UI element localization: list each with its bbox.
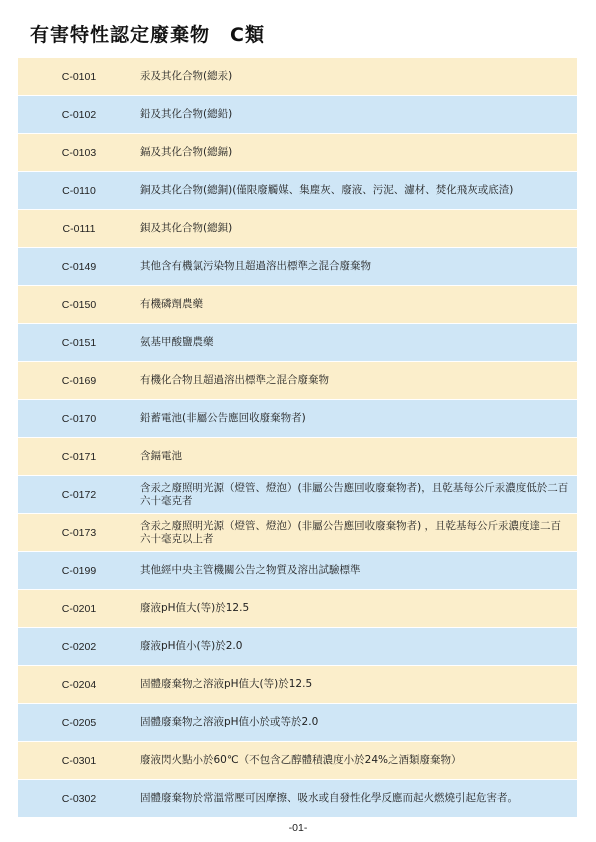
table-row: [18, 286, 577, 324]
page-title: 有害特性認定廢棄物 C類: [30, 24, 265, 46]
table-row: [18, 362, 577, 400]
waste-description: 鉛蓄電池(非屬公告應回收廢棄物者): [140, 412, 306, 424]
waste-description: 氨基甲酸鹽農藥: [140, 336, 214, 348]
waste-description: 鉛及其化合物(總鉛): [140, 108, 233, 120]
waste-description: 其他經中央主管機關公告之物質及溶出試驗標準: [140, 564, 361, 576]
waste-description: 固體廢棄物於常溫常壓可因摩擦、吸水或自發性化學反應而起火燃燒引起危害者。: [140, 792, 518, 804]
waste-description: 含鎘電池: [140, 450, 182, 462]
waste-description: 含汞之廢照明光源（燈管、燈泡）(非屬公告應回收廢棄物者) ，且乾基每公斤汞濃度達二百六十毫克以上者: [140, 519, 562, 545]
waste-code: C-0301: [61, 754, 97, 767]
waste-description: 廢液閃火點小於60℃（不包含乙醇體積濃度小於24%之酒類廢棄物）: [140, 754, 462, 766]
waste-code: C-0169: [61, 374, 97, 387]
waste-description: 固體廢棄物之溶液pH值小於或等於2.0: [140, 716, 319, 728]
page-number: -01-: [288, 822, 308, 834]
table-row: [18, 96, 577, 134]
waste-code: C-0150: [61, 298, 97, 311]
table-row: [18, 438, 577, 476]
waste-code: C-0199: [61, 564, 97, 577]
waste-description: 廢液pH值大(等)於12.5: [140, 602, 250, 614]
table-row: [18, 628, 577, 666]
waste-description: 其他含有機氯污染物且超過溶出標準之混合廢棄物: [140, 260, 371, 272]
table-row: [18, 742, 577, 780]
table-row: [18, 666, 577, 704]
waste-code: C-0201: [61, 602, 97, 615]
waste-description: 有機磷劑農藥: [140, 298, 203, 310]
table-row: [18, 172, 577, 210]
waste-code: C-0172: [61, 488, 97, 501]
waste-code: C-0103: [61, 146, 97, 159]
table-row: [18, 248, 577, 286]
waste-description: 含汞之廢照明光源（燈管、燈泡）(非屬公告應回收廢棄物者)，且乾基每公斤汞濃度低於二百六十毫克者: [140, 481, 569, 507]
waste-code: C-0204: [61, 678, 97, 691]
table-row: [18, 58, 577, 96]
waste-code: C-0111: [62, 222, 96, 235]
table-row: [18, 780, 577, 818]
waste-code: C-0302: [61, 792, 97, 805]
table-row: [18, 400, 577, 438]
waste-code: C-0102: [61, 108, 97, 121]
waste-code: C-0149: [61, 260, 97, 273]
waste-description: 廢液pH值小(等)於2.0: [140, 640, 243, 652]
waste-description: 有機化合物且超過溶出標準之混合廢棄物: [140, 374, 329, 386]
waste-description: 固體廢棄物之溶液pH值大(等)於12.5: [140, 678, 313, 690]
table-row: [18, 210, 577, 248]
waste-code: C-0170: [61, 412, 97, 425]
waste-code: C-0173: [61, 526, 97, 539]
waste-description: 鋇及其化合物(總鋇): [140, 222, 233, 234]
table-row: [18, 590, 577, 628]
table-row: [18, 552, 577, 590]
waste-code-table: [18, 58, 577, 818]
waste-code: C-0171: [61, 450, 97, 463]
waste-code: C-0151: [61, 336, 97, 349]
waste-description: 銅及其化合物(總銅)(僅限廢觸媒、集塵灰、廢液、污泥、濾材、焚化飛灰或底渣): [140, 184, 514, 196]
waste-code: C-0101: [61, 70, 97, 83]
waste-description: 汞及其化合物(總汞): [140, 70, 233, 82]
waste-code: C-0110: [62, 184, 96, 197]
waste-code: C-0205: [61, 716, 97, 729]
waste-code: C-0202: [61, 640, 97, 653]
table-row: [18, 134, 577, 172]
waste-description: 鎘及其化合物(總鎘): [140, 146, 233, 158]
table-row: [18, 324, 577, 362]
table-row: [18, 514, 577, 552]
table-row: [18, 704, 577, 742]
table-row: [18, 476, 577, 514]
